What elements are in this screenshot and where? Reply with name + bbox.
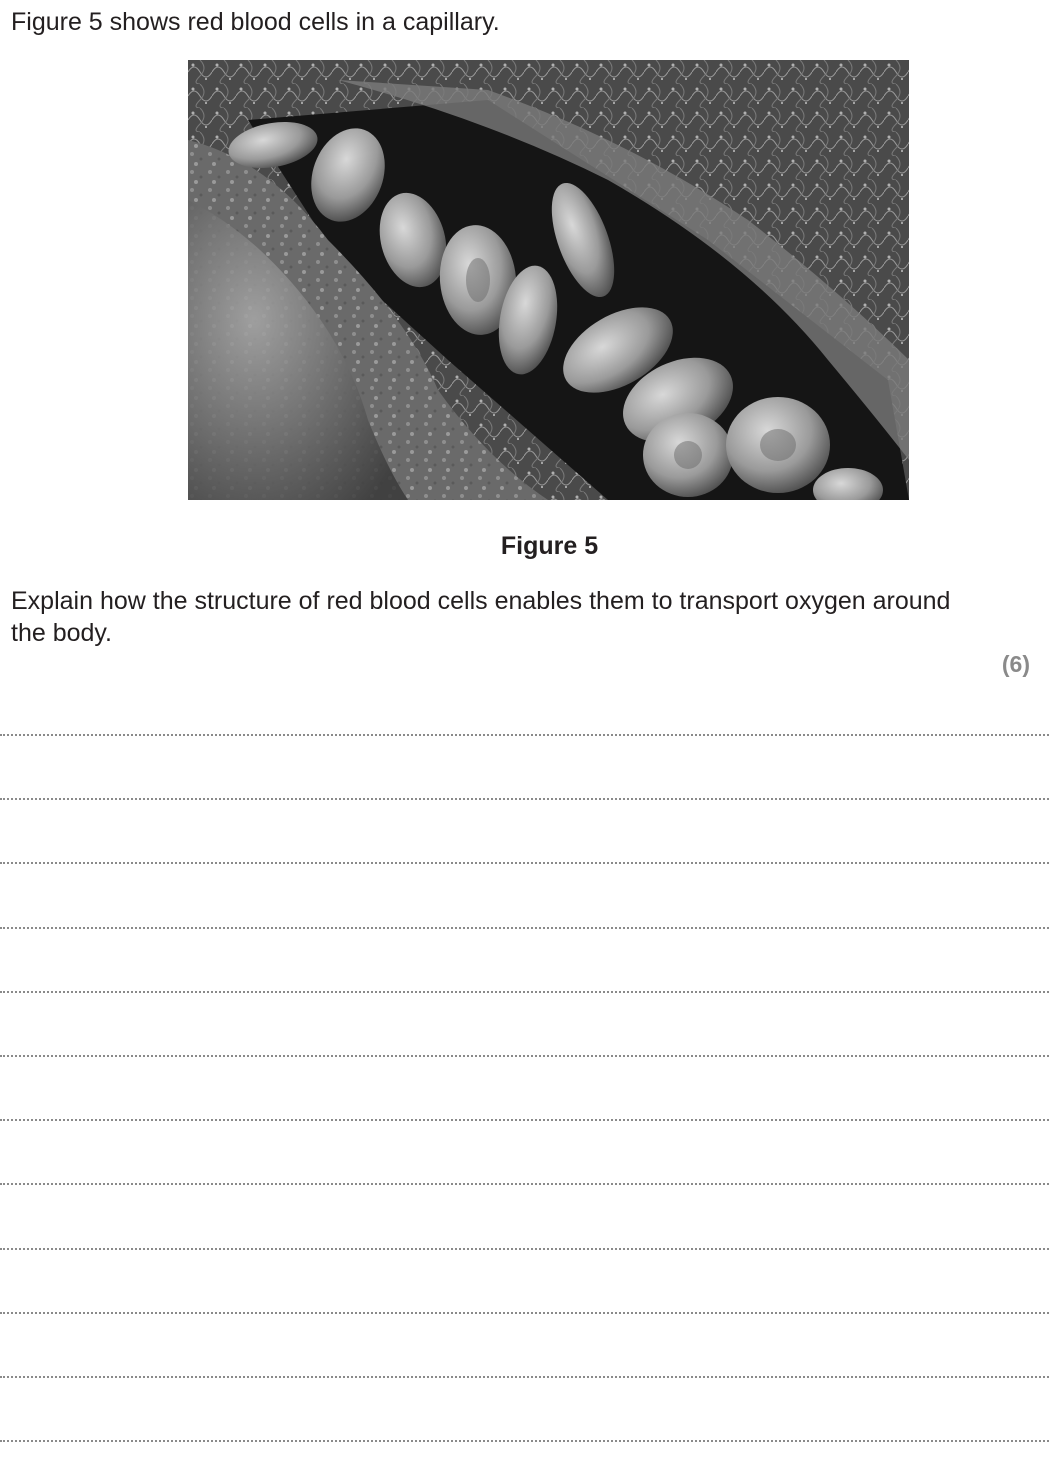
answer-line[interactable] [0, 1248, 1049, 1250]
answer-line[interactable] [0, 1376, 1049, 1378]
question-text: Explain how the structure of red blood cells enables them to transport oxygen around the body. [11, 587, 951, 647]
marks-label: (6) [1001, 651, 1030, 677]
answer-line[interactable] [0, 1312, 1049, 1314]
answer-line[interactable] [0, 862, 1049, 864]
answer-line[interactable] [0, 991, 1049, 993]
answer-line[interactable] [0, 927, 1049, 929]
answer-line[interactable] [0, 1440, 1049, 1442]
answer-line[interactable] [0, 1183, 1049, 1185]
answer-line[interactable] [0, 1119, 1049, 1121]
figure-micrograph [188, 60, 909, 500]
figure-caption: Figure 5 [500, 532, 599, 560]
answer-line[interactable] [0, 1055, 1049, 1057]
answer-line[interactable] [0, 734, 1049, 736]
answer-line[interactable] [0, 798, 1049, 800]
intro-text: Figure 5 shows red blood cells in a capillary. [11, 8, 500, 36]
micrograph-red-blood-cells [188, 60, 909, 500]
